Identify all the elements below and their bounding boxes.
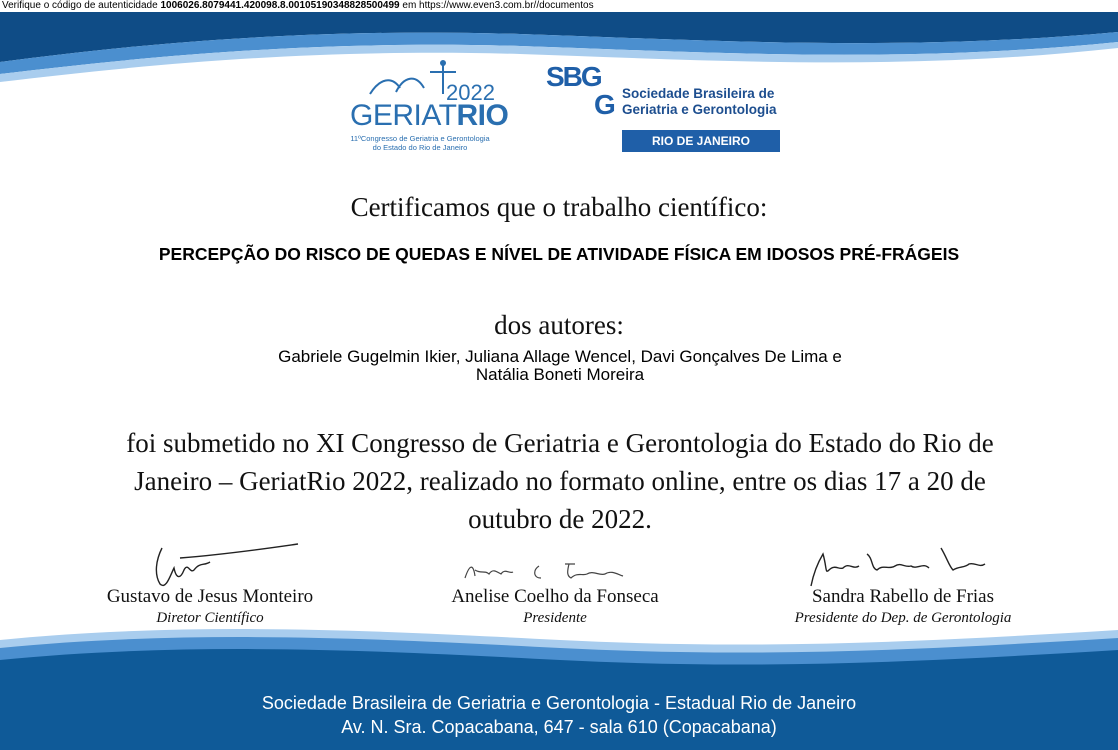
geriatrio-subtitle [330,134,510,152]
verification-url[interactable]: em https://www.even3.com.br//documentos [402,0,594,11]
body-line1: foi submetido no XI Congresso de Geriatria e Gerontologia do Estado do Rio de [126,428,994,458]
signatory-role: Presidente [523,610,587,626]
sbgg-name-line1: Sociedade Brasileira de [622,86,775,101]
verification-prefix: Verifique o código de autenticidade [2,0,158,11]
geriatrio-name [350,99,508,133]
authors-intro: dos autores: [494,310,624,340]
authors-line2: Natália Boneti Moreira [475,365,645,384]
verification-code: 1006026.8079441.420098.8.00105190348828500499 [160,0,400,11]
sbgg-logo [546,58,786,154]
geriatrio-year: 2022 [446,80,495,105]
geriatrio-logo [330,58,510,158]
footer-address: Av. N. Sra. Copacabana, 647 - sala 610 (Copacabana) [341,717,777,737]
signatory-role: Diretor Científico [156,610,264,626]
svg-text:SBG: SBG [546,61,601,92]
authors-line1: Gabriele Gugelmin Ikier, Juliana Allage Wencel, Davi Gonçalves De Lima e [278,347,842,366]
sbgg-mark-icon [546,58,626,118]
sbgg-region-badge: RIO DE JANEIRO [622,130,780,152]
geriatrio-subtitle-line1: 11ºCongresso de Geriatria e Gerontologia [350,134,490,143]
authors-list [180,348,940,384]
footer-organization: Sociedade Brasileira de Geriatria e Gerontologia - Estadual Rio de Janeiro [261,693,857,713]
body-line3: outubro de 2022. [468,504,652,534]
geriatrio-name-light: GERIAT [350,99,457,132]
signatory-role: Presidente do Dep. de Gerontologia [794,610,1012,626]
signatory-name: Gustavo de Jesus Monteiro [106,586,314,607]
signatory-name: Anelise Coelho da Fonseca [451,586,659,607]
sbgg-name-line2: Geriatria e Gerontologia [622,102,777,117]
svg-text:G: G [594,89,616,118]
work-title: PERCEPÇÃO DO RISCO DE QUEDAS E NÍVEL DE ATIVIDADE FÍSICA EM IDOSOS PRÉ-FRÁGEIS [158,244,960,264]
certificate-body [40,424,1080,538]
sbgg-name [622,86,777,118]
body-line2: Janeiro – GeriatRio 2022, realizado no formato online, entre os dias 17 a 20 de [134,466,986,496]
certificate-intro: Certificamos que o trabalho científico: [350,192,768,222]
signatory-name: Sandra Rabello de Frias [811,586,995,607]
verification-notice [2,0,594,12]
geriatrio-subtitle-line2: do Estado do Rio de Janeiro [372,143,468,152]
geriatrio-name-bold: RIO [456,99,509,132]
